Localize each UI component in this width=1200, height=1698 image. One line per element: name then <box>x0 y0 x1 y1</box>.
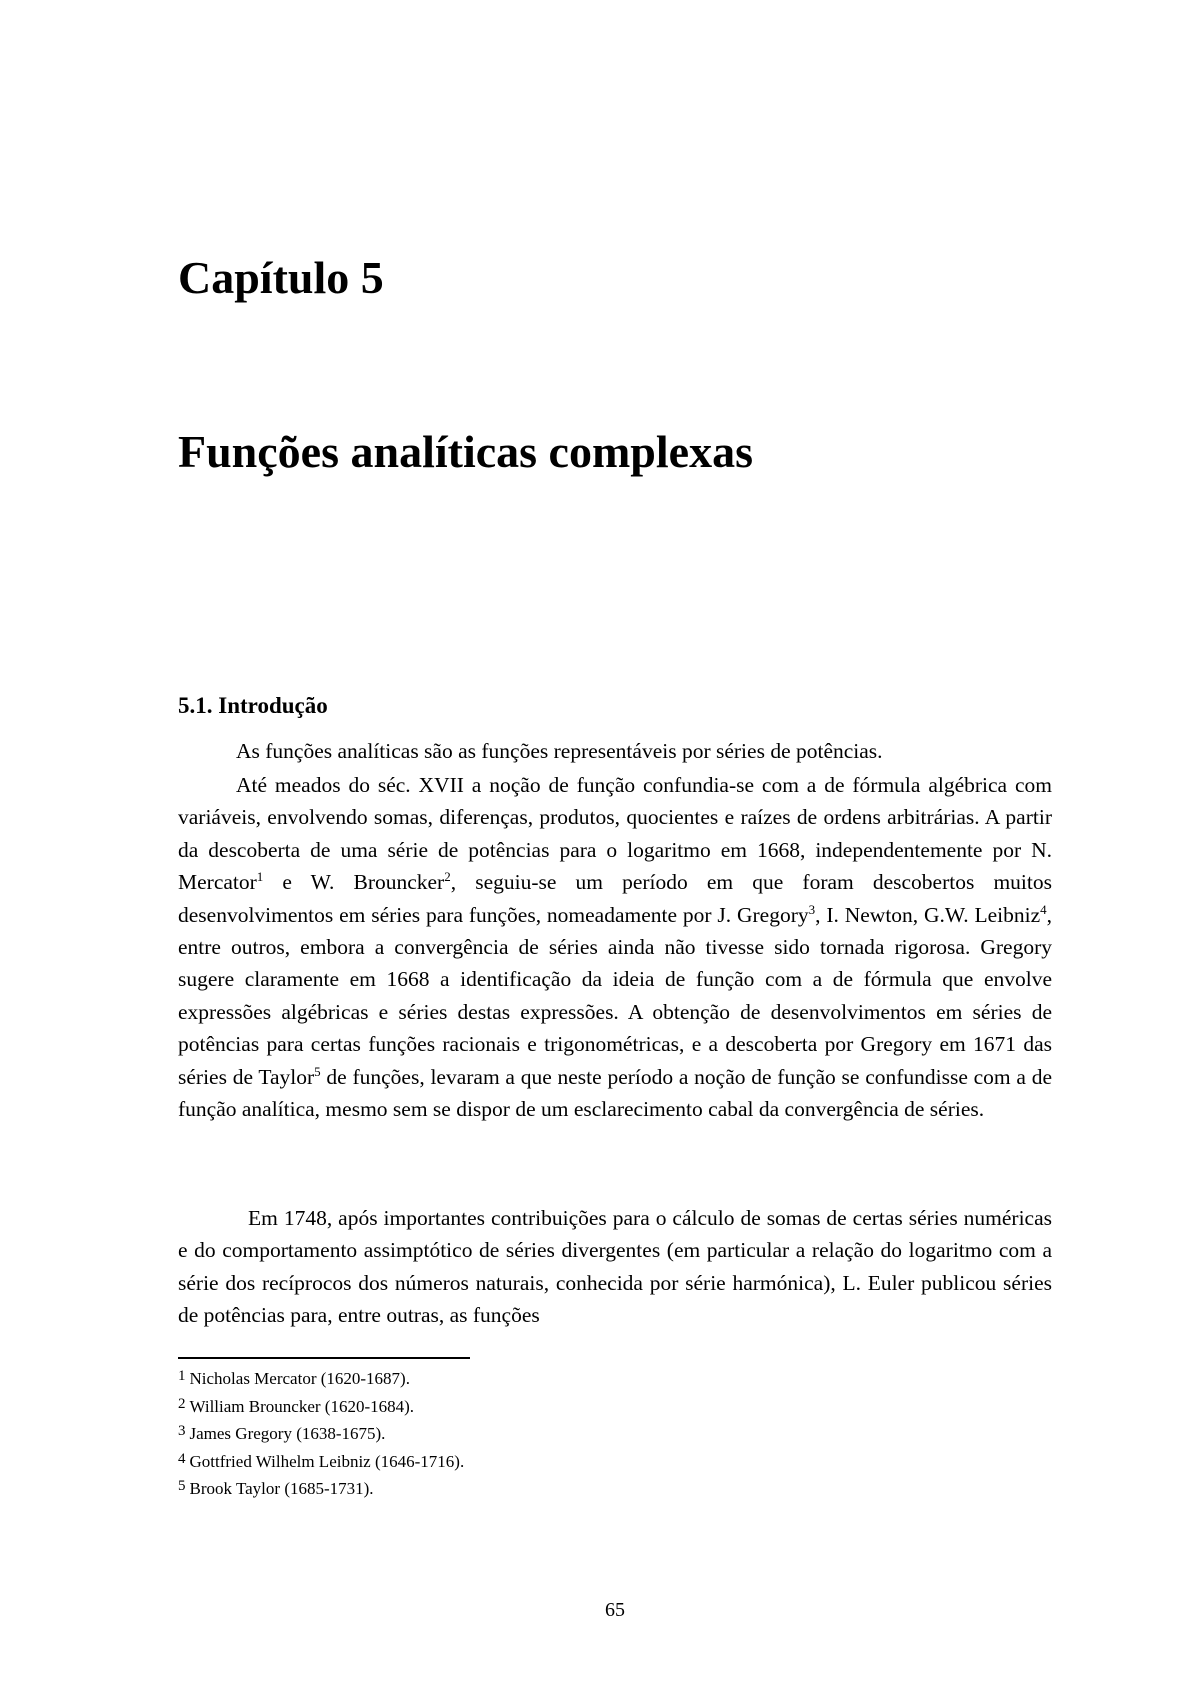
footnote-number: 3 <box>178 1423 186 1439</box>
paragraph-2-text: Até meados do séc. XVII a noção de função confundia-se com a de fórmula algébrica com variáveis, envolvendo somas, diferenças, produtos, quocientes e raízes de ordens arbitrárias. A partir da descoberta de uma série de potências para o logaritmo em 1668, independentemente por N. Mercator <box>178 773 1052 895</box>
paragraph-2 <box>178 769 1052 1125</box>
footnote-item <box>178 1447 464 1475</box>
footnote-text: Nicholas Mercator (1620-1687). <box>189 1369 410 1388</box>
footnote-marker-5: 5 <box>314 1063 321 1079</box>
footnote-item <box>178 1392 464 1420</box>
footnote-item <box>178 1364 464 1392</box>
paragraph-2-text: de funções, levaram a que neste período a noção de função se confundisse com a de função analítica, mesmo sem se dispor de um esclarecimento cabal da convergência de séries. <box>178 1064 1052 1122</box>
paragraph-2-text: , seguiu-se um período em que foram descobertos muitos desenvolvimentos em séries para funções, nomeadamente por J. Gregory <box>178 870 1052 927</box>
paragraph-2-text: , entre outros, embora a convergência de séries ainda não tivesse sido tornada rigorosa. Gregory sugere claramente em 1668 a identificação da ideia de função com a de fórmula que envolve expressões algébricas e séries destas expressões. A obtenção de desenvolvimentos em séries de potências para certas funções racionais e trigonométricas, e a descoberta por Gregory em 1671 das séries de Taylor <box>178 902 1052 1089</box>
footnote-text: Brook Taylor (1685-1731). <box>189 1479 374 1498</box>
footnote-number: 2 <box>178 1395 186 1412</box>
chapter-subtitle: Funções analíticas complexas <box>178 426 753 477</box>
footnote-number: 4 <box>178 1450 186 1467</box>
footnote-marker-2: 2 <box>444 869 451 885</box>
footnote-separator <box>178 1357 470 1359</box>
footnote-item <box>178 1474 464 1502</box>
paragraph-2-text: e W. Brouncker <box>263 870 445 895</box>
chapter-title: Capítulo 5 <box>178 252 384 303</box>
footnote-item <box>178 1419 464 1447</box>
footnote-text: James Gregory (1638-1675). <box>189 1424 386 1443</box>
paragraph-2-text: , I. Newton, G.W. Leibniz <box>815 902 1041 927</box>
footnote-number: 1 <box>178 1368 186 1384</box>
footnote-text: Gottfried Wilhelm Leibniz (1646-1716). <box>189 1451 465 1471</box>
footnote-number: 5 <box>178 1478 186 1494</box>
footnotes-list <box>178 1364 464 1502</box>
footnote-text: William Brouncker (1620-1684). <box>189 1396 415 1416</box>
paragraph-3: Em 1748, após importantes contribuições para o cálculo de somas de certas séries numéricas e do comportamento assimptótico de séries divergentes (em particular a relação do logaritmo com a série dos recíprocos dos números naturais, conhecida por série harmónica), L. Euler publicou séries de potências para, entre outras, as funções <box>178 1206 1052 1328</box>
footnote-marker-4: 4 <box>1040 901 1047 917</box>
section-heading: 5.1. Introdução <box>178 693 328 718</box>
footnote-marker-1: 1 <box>256 869 264 885</box>
paragraph-1: As funções analíticas são as funções representáveis por séries de potências. <box>236 739 883 763</box>
footnote-marker-3: 3 <box>808 901 816 917</box>
page-number: 65 <box>605 1599 625 1621</box>
